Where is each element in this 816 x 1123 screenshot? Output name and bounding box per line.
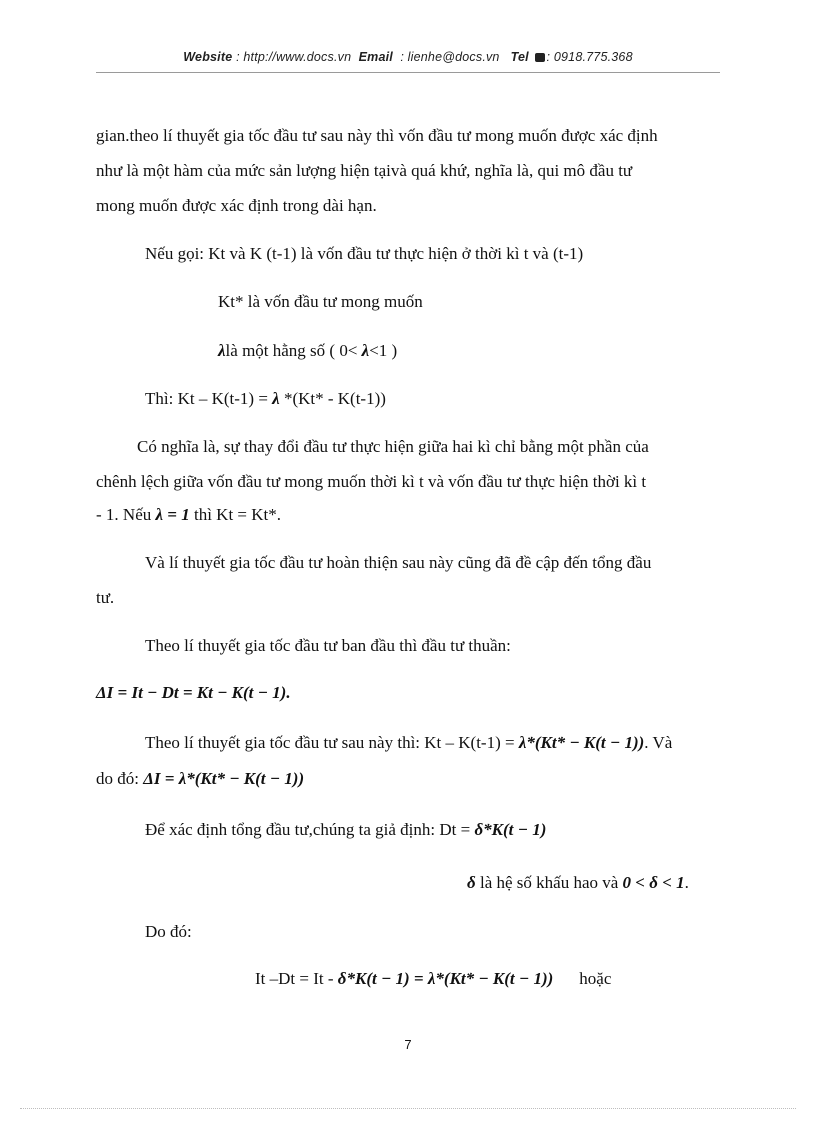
header-divider	[96, 72, 720, 73]
lambda-symbol-3: λ	[272, 389, 280, 408]
para3-line2: tư.	[96, 588, 115, 607]
website-value: : http://www.docs.vn	[236, 50, 352, 64]
para9-b: hoặc	[579, 969, 612, 988]
para5-b-math: ΔI = λ*(Kt* − K(t − 1))	[143, 769, 305, 788]
page-number: 7	[404, 1037, 412, 1052]
para6-math: δ*K(t − 1)	[474, 820, 547, 839]
footer-dotted-line	[20, 1108, 796, 1109]
para2-line3	[96, 505, 281, 525]
page-header	[0, 50, 816, 64]
para2-lambda-eq: λ = 1	[155, 505, 190, 524]
para2-line1: Có nghĩa là, sự thay đổi đầu tư thực hiện giữa hai kì chỉ bằng một phần của	[137, 437, 649, 456]
para2-line2: chênh lệch giữa vốn đầu tư mong muốn thời kì t và vốn đầu tư thực hiện thời kì t	[96, 472, 647, 491]
tel-label: Tel	[510, 50, 529, 64]
para5-b: do đó:	[96, 769, 144, 788]
email-label: Email	[358, 50, 393, 64]
para5-a-math: λ*(Kt* − K(t − 1))	[518, 733, 645, 752]
def-line2: Kt* là vốn đầu tư mong muốn	[218, 292, 423, 311]
para9	[255, 969, 611, 989]
email-value: : lienhe@docs.vn	[400, 50, 500, 64]
def-line3-text: là một hằng số ( 0<	[225, 341, 362, 360]
website-label: Website	[183, 50, 233, 64]
para9-math: δ*K(t − 1) = λ*(Kt* − K(t − 1))	[337, 969, 554, 988]
tel-value: : 0918.775.368	[546, 50, 633, 64]
para1-line2: như là một hàm của mức sản lượng hiện tạivà quá khứ, nghĩa là, qui mô đầu tư	[96, 161, 633, 180]
def-line3	[218, 341, 397, 361]
para2-line3-b: thì Kt = Kt*.	[189, 505, 282, 524]
def-line3-end: <1 )	[369, 341, 398, 360]
para1-line1: gian.theo lí thuyết gia tốc đầu tư sau này thì vốn đầu tư mong muốn được xác định	[96, 126, 658, 145]
para5-line1	[145, 733, 672, 753]
def-line1: Nếu gọi: Kt và K (t-1) là vốn đầu tư thực hiện ở thời kì t và (t-1)	[145, 244, 584, 263]
lambda-symbol-2: λ	[361, 341, 370, 360]
para8: Do đó:	[145, 922, 192, 941]
phone-icon	[535, 53, 545, 62]
def-line4	[145, 389, 386, 409]
para6-text: Để xác định tổng đầu tư,chúng ta giả định: Dt =	[145, 820, 475, 839]
para7-text: là hệ số khấu hao và	[475, 873, 623, 892]
para9-a: It –Dt = It -	[255, 969, 338, 988]
para7-math: 0 < δ < 1	[622, 873, 685, 892]
para4: Theo lí thuyết gia tốc đầu tư ban đầu thì đầu tư thuần:	[145, 636, 511, 655]
def-line4-b: *(Kt* - K(t-1))	[279, 389, 386, 408]
delta-symbol: δ	[467, 873, 476, 892]
equation-net-investment: ΔI = It − Dt = Kt − K(t − 1).	[96, 683, 291, 702]
para7	[467, 873, 689, 893]
def-line4-a: Thì: Kt – K(t-1) =	[145, 389, 273, 408]
para6	[145, 820, 546, 840]
para7-end: .	[684, 873, 689, 892]
para3-line1: Và lí thuyết gia tốc đầu tư hoàn thiện sau này cũng đã đề cập đến tổng đầu	[145, 553, 652, 572]
para1-line3: mong muốn được xác định trong dài hạn.	[96, 196, 377, 215]
para2-line3-a: - 1. Nếu	[96, 505, 156, 524]
lambda-symbol: λ	[218, 341, 226, 360]
para5-a: Theo lí thuyết gia tốc đầu tư sau này thì: Kt – K(t-1) =	[145, 733, 519, 752]
para5-line2	[96, 769, 304, 789]
para5-a-end: . Và	[644, 733, 673, 752]
